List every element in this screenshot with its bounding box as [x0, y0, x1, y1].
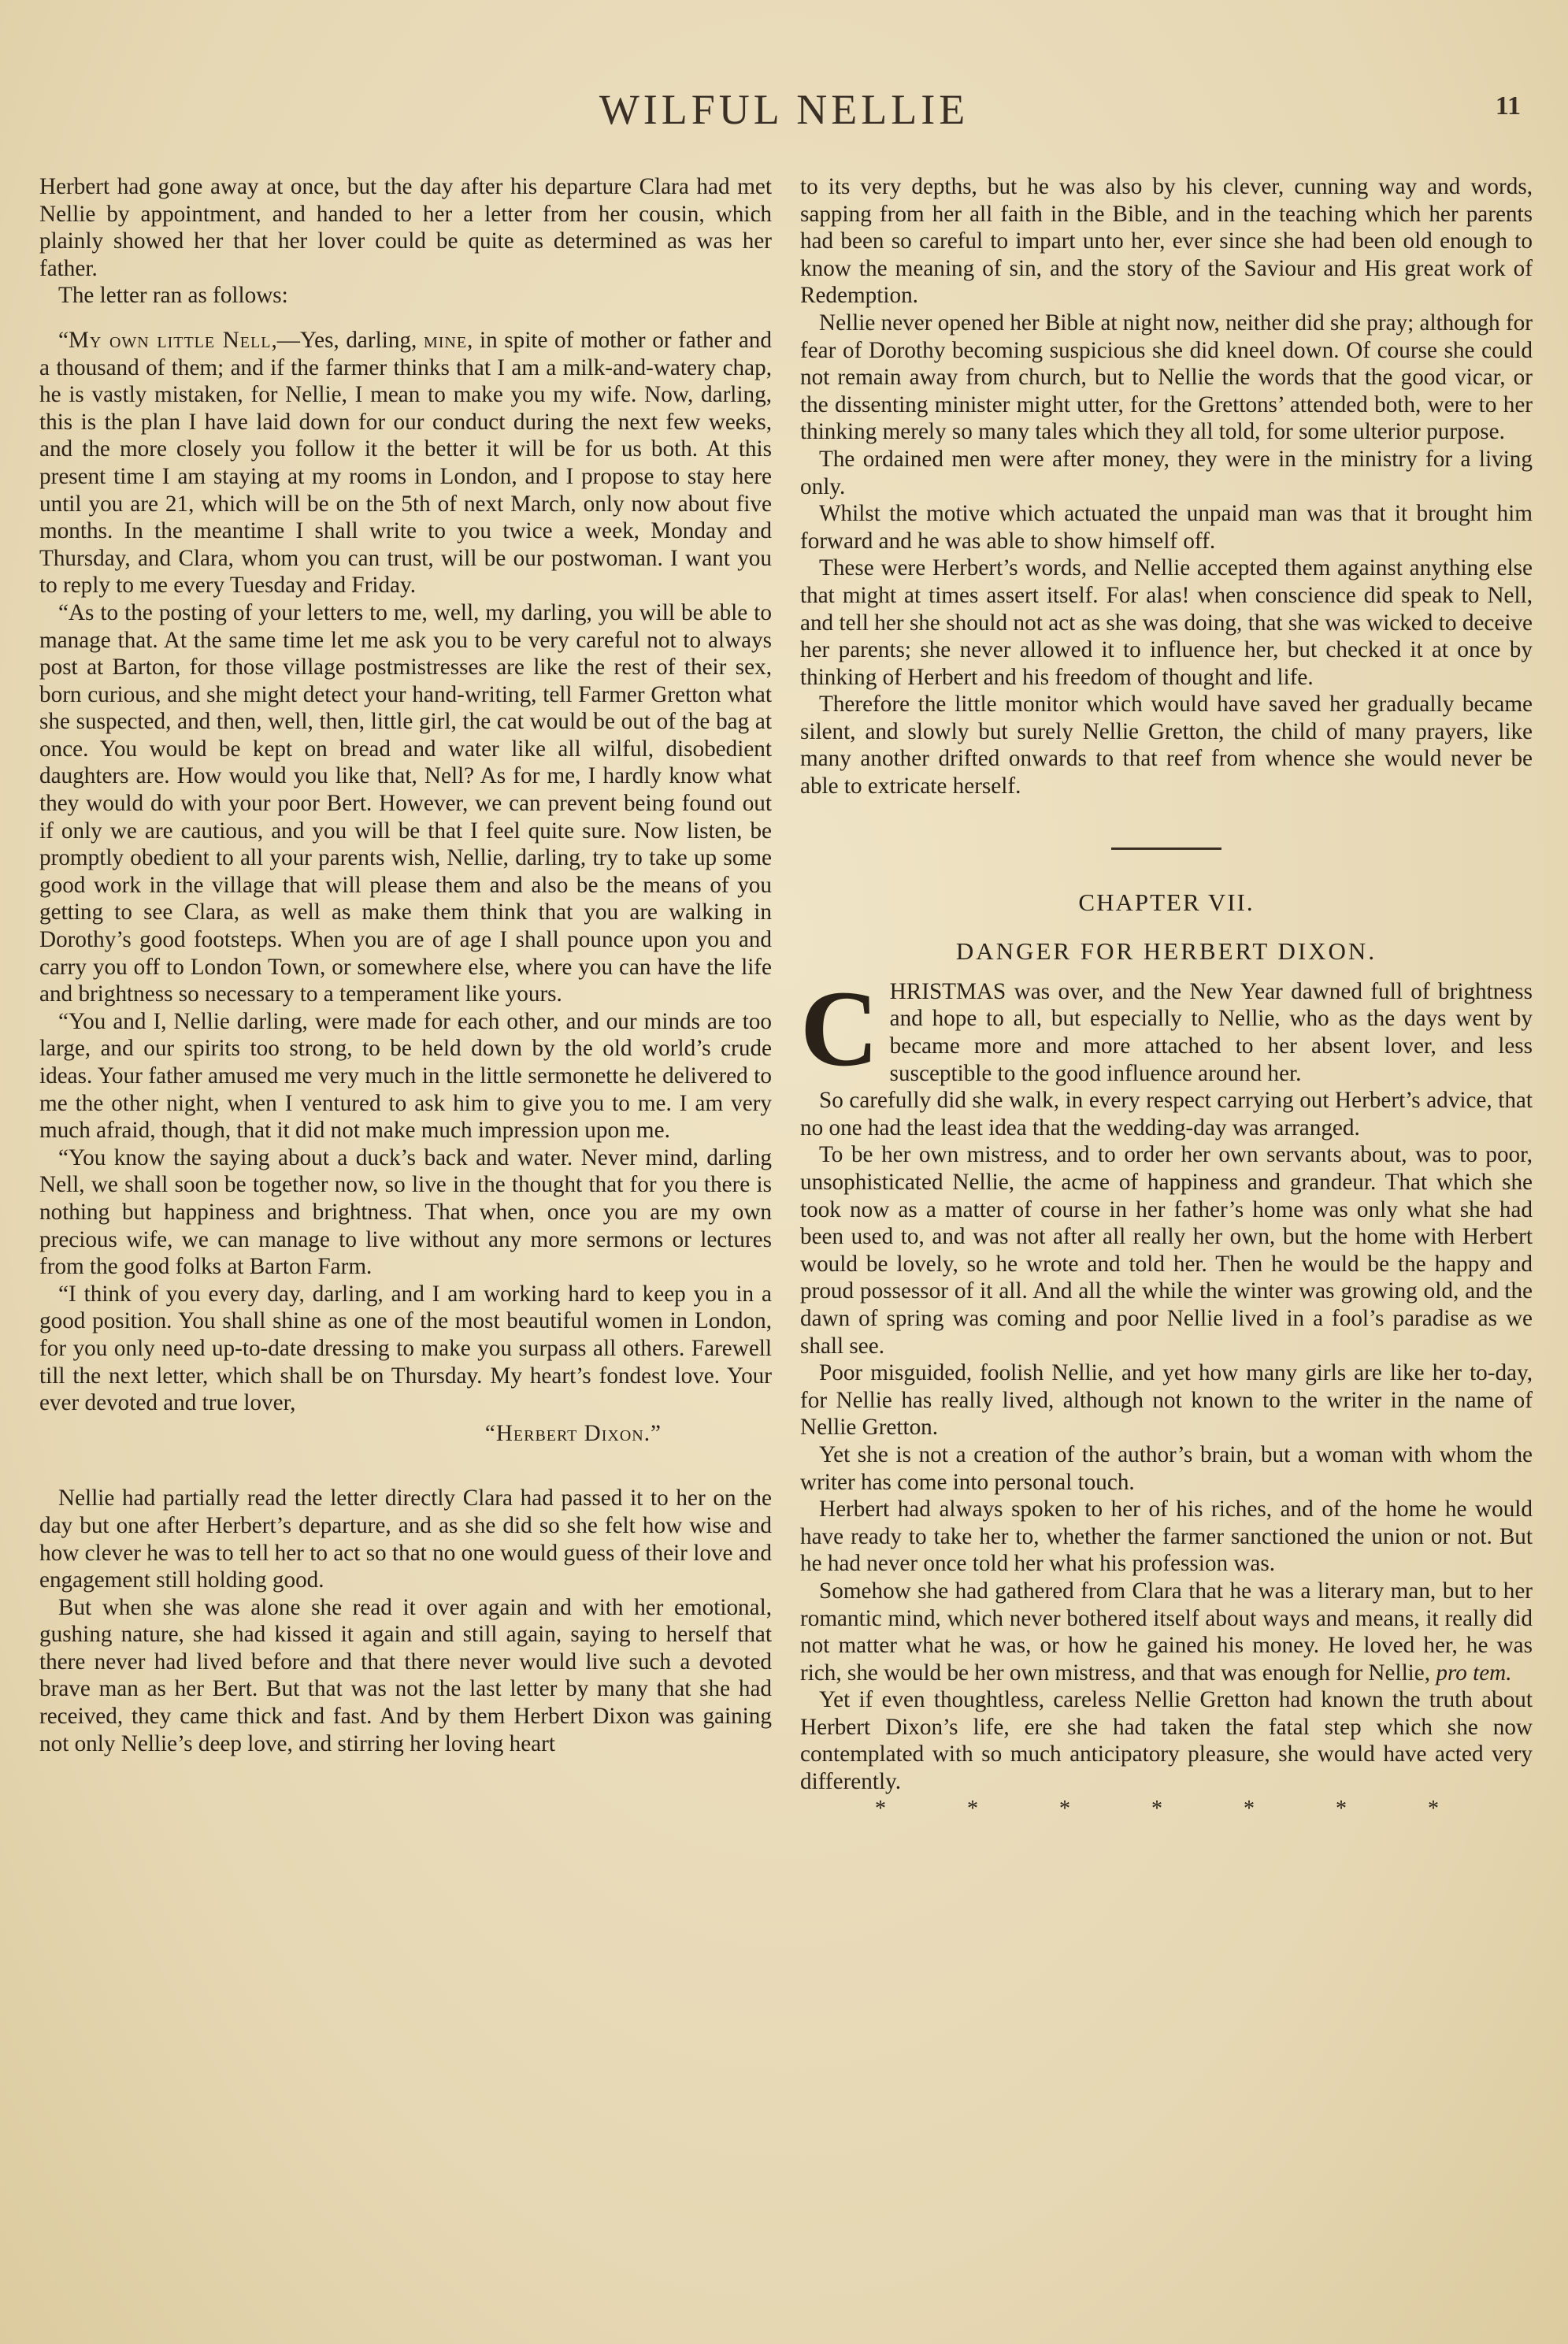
- drop-cap: C: [800, 967, 879, 1089]
- section-divider: [1111, 847, 1221, 850]
- italic-phrase: pro tem.: [1436, 1660, 1512, 1686]
- paragraph: [800, 1578, 1533, 1686]
- letter-paragraph: “You know the saying about a duck’s back and water. Never mind, darling Nell, we shall soon be together now, so live in the thought that for you there is nothing but happiness and brightness. That when, once you are my own precious wife, we can manage to live without any more sermons or lectures from the good folks at Barton Farm.: [39, 1144, 772, 1280]
- paragraph: Herbert had always spoken to her of his riches, and of the home he would have ready to take her to, whether the farmer sanctioned the union or not. But he had never once told her what his profession was.: [800, 1497, 1533, 1577]
- letter-paragraph: “You and I, Nellie darling, were made for each other, and our minds are too large, and our spirits too strong, to be held down by the old world’s crude ideas. Your father amused me very much in the little sermonette he delivered to me the other night, when I ventured to ask him to give you to me. I am very much afraid, though, that it did not make much impression upon me.: [39, 1008, 772, 1144]
- chapter-title: DANGER FOR HERBERT DIXON.: [955, 937, 1377, 966]
- letter-paragraph: “As to the posting of your letters to me, well, my darling, you will be able to manage that. At the same time let me ask you to be very careful not to always post at Barton, for those village postmistresses are like the rest of their sex, born curious, and she might detect your hand-writing, tell Farmer Gretton what she suspected, and then, well, then, little girl, the cat would be out of the bag at once. You would be kept on bread and water like all wilful, disobedient daughters are. How would you like that, Nell? As for me, I hardly know what they would do with your poor Bert. However, we can prevent being found out if only we are cautious, and you will be that I feel quite sure. Now listen, be promptly obedient to all your parents wish, Nellie, darling, try to take up some good work in the village that will please them and also be the means of you getting to see Clara, as well as make them think that you are walking in Dorothy’s good footsteps. When you are of age I shall pounce upon you and carry you off to London Town, or somewhere else, where you can have the life and brightness so necessary to a temperament like yours.: [39, 599, 772, 1007]
- paragraph: But when she was alone she read it over again and with her emotional, gushing nature, she had kissed it again and still again, saying to herself that there never had lived before and that there never would live such a devoted brave man as her Bert. But that was not the last letter by many that she had received, they came thick and fast. And by them Herbert Dixon was gaining not only Nellie’s deep love, and stirring her loving heart: [39, 1594, 772, 1756]
- paragraph: Nellie had partially read the letter directly Clara had passed it to her on the day but one after Herbert’s departure, and as she did so she felt how wise and how clever he was to tell her to act so that no one would guess of their love and engagement still holding good.: [39, 1485, 772, 1593]
- paragraph: Yet if even thoughtless, careless Nellie Gretton had known the truth about Herbert Dixon’s life, ere she had taken the fatal step which she now contemplated with so much anticipatory pleasure, she would have acted very differently.: [800, 1687, 1533, 1795]
- paragraph: to its very depths, but he was also by his clever, cunning way and words, sapping from her all faith in the Bible, and in the teaching which her parents had been so careful to impart unto her, ever since she had been old enough to know the meaning of sin, and the story of the Saviour and His great work of Redemption.: [800, 174, 1533, 309]
- paragraph: These were Herbert’s words, and Nellie accepted them against anything else that might at times assert itself. For alas! when conscience did speak to Nell, and tell her she should not act as she was doing, that she was wicked to deceive her parents; she never allowed it to influence her, but checked it at once by thinking of Herbert and his freedom of thought and life.: [800, 555, 1533, 690]
- letter-emphasis: mine: [423, 327, 468, 353]
- paragraph: Nellie never opened her Bible at night now, neither did she pray; although for fear of Dorothy becoming suspicious she did kneel down. Of course she could not remain away from church, but to Nellie the words that the good vicar, or the dissenting minister might utter, for the Grettons’ attended both, were to her thinking merely so many tales which they all told, for some ulterior purpose.: [800, 310, 1533, 445]
- paragraph: The letter ran as follows:: [58, 283, 288, 309]
- paragraph-text: HRISTMAS was over, and the New Year dawned full of brightness and hope to all, but especially to Nellie, who as the days went by became more and more attached to her absent lover, and less susceptible to the good influence around her.: [889, 978, 1533, 1086]
- left-column: [39, 173, 772, 1757]
- paragraph: Herbert had gone away at once, but the day after his departure Clara had met Nellie by appointment, and handed to her a letter from her cousin, which plainly showed her that her lover could be quite as determined as was her father.: [39, 174, 772, 281]
- letter-paragraph: “I think of you every day, darling, and I am working hard to keep you in a good position. You shall shine as one of the most beautiful women in London, for you only need up-to-date dressing to make you surpass all others. Farewell till the next letter, which shall be on Thursday. My heart’s fondest love. Your ever devoted and true lover,: [39, 1281, 772, 1416]
- paragraph: Therefore the little monitor which would have saved her gradually became silent, and slowly but surely Nellie Gretton, the child of many prayers, like many another drifted onwards to that reef from whence she would never be able to extricate herself.: [800, 692, 1533, 799]
- chapter-number: CHAPTER VII.: [1078, 888, 1255, 916]
- letter-text: ,—Yes, darling,: [271, 327, 424, 353]
- paragraph: Whilst the motive which actuated the unpaid man was that it brought him forward and he was able to show himself off.: [800, 501, 1533, 554]
- letter-paragraph: [39, 327, 772, 599]
- paragraph: So carefully did she walk, in every respect carrying out Herbert’s advice, that no one had the least idea that the wedding-day was arranged.: [800, 1088, 1533, 1140]
- right-column: [800, 173, 1533, 1823]
- letter-text: , in spite of mother or father and a thousand of them; and if the farmer thinks that I am a milk-and-watery chap, he is vastly mistaken, for Nellie, I mean to make you my wife. Now, darling, this is the plan I have laid down for our conduct during the next few weeks, and the more closely you follow it the better it will be for us both. At this present time I am staying at my rooms in London, and I propose to stay here until you are 21, which will be on the 5th of next March, only now about five months. In the meantime I shall write to you twice a week, Monday and Thursday, and Clara, whom you can trust, will be our postwoman. I want you to reply to me every Tuesday and Friday.: [39, 327, 772, 599]
- letter-signature: “Herbert Dixon.”: [484, 1420, 662, 1446]
- letter-salutation: My own little Nell: [68, 327, 272, 353]
- paragraph: The ordained men were after money, they were in the ministry for a living only.: [800, 446, 1533, 499]
- section-stars: * * * * * * *: [875, 1796, 1477, 1821]
- paragraph: To be her own mistress, and to order her own servants about, was to poor, unsophisticated Nellie, the acme of happiness and grandeur. That which she took now as a matter of course in her father’s home was only what she had been used to, and was not after all really her own, but the home with Herbert would be lovely, so he wrote and told her. Then he would be the happy and proud possessor of it all. And all the while the winter was growing old, and the dawn of spring was coming and poor Nellie lived in a fool’s paradise as we shall see.: [800, 1142, 1533, 1359]
- paragraph: Yet she is not a creation of the author’s brain, but a woman with whom the writer has come into personal touch.: [800, 1441, 1533, 1495]
- paragraph: Poor misguided, foolish Nellie, and yet how many girls are like her to-day, for Nellie has really lived, although not known to the writer in the name of Nellie Gretton.: [800, 1360, 1533, 1441]
- running-title: WILFUL NELLIE: [599, 86, 969, 133]
- page-number: 11: [1495, 91, 1521, 121]
- paragraph-text: Somehow she had gathered from Clara that he was a literary man, but to her romantic mind, which never bothered itself about ways and means, it really did not matter what he was, or how he gained his money. He loved her, he was rich, she would be her own mistress, and that was enough for Nellie,: [800, 1578, 1533, 1686]
- open-quote: “: [58, 327, 69, 353]
- paragraph: [800, 967, 1533, 1089]
